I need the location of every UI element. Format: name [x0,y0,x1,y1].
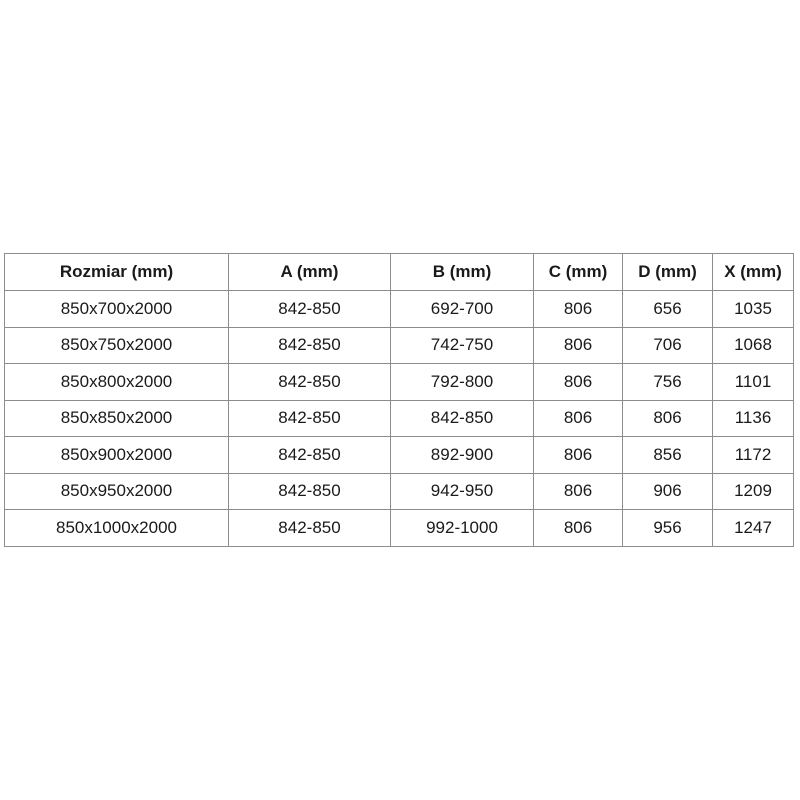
table-cell: 850x700x2000 [5,291,229,328]
table-cell: 850x800x2000 [5,364,229,401]
column-header: A (mm) [229,254,391,291]
table-cell: 942-950 [391,473,534,510]
table-cell: 806 [534,510,623,547]
table-header [5,254,794,291]
table-row [5,437,794,474]
table-cell: 892-900 [391,437,534,474]
table-cell: 842-850 [229,291,391,328]
table-cell: 842-850 [229,364,391,401]
table-cell: 992-1000 [391,510,534,547]
table-row [5,510,794,547]
table-cell: 1209 [713,473,794,510]
table-cell: 742-750 [391,327,534,364]
table-cell: 806 [534,437,623,474]
table-cell: 956 [623,510,713,547]
table-cell: 1101 [713,364,794,401]
table-cell: 1247 [713,510,794,547]
table-cell: 842-850 [229,327,391,364]
table-cell: 842-850 [229,437,391,474]
table-row [5,473,794,510]
table-cell: 806 [534,291,623,328]
table-row [5,400,794,437]
table-cell: 806 [534,400,623,437]
table-cell: 806 [534,473,623,510]
table-cell: 842-850 [229,473,391,510]
table-cell: 850x750x2000 [5,327,229,364]
table-cell: 806 [534,327,623,364]
table-cell: 842-850 [391,400,534,437]
table-cell: 692-700 [391,291,534,328]
table-cell: 850x950x2000 [5,473,229,510]
table-cell: 850x850x2000 [5,400,229,437]
dimensions-table [4,253,794,547]
table-cell: 706 [623,327,713,364]
table-cell: 850x900x2000 [5,437,229,474]
table-cell: 1068 [713,327,794,364]
table-cell: 906 [623,473,713,510]
column-header: X (mm) [713,254,794,291]
table-cell: 792-800 [391,364,534,401]
table-row [5,291,794,328]
table-cell: 656 [623,291,713,328]
table-cell: 1172 [713,437,794,474]
table-cell: 842-850 [229,400,391,437]
table-cell: 1035 [713,291,794,328]
table-cell: 842-850 [229,510,391,547]
column-header: B (mm) [391,254,534,291]
table-row [5,364,794,401]
column-header: Rozmiar (mm) [5,254,229,291]
column-header: C (mm) [534,254,623,291]
table-cell: 756 [623,364,713,401]
table-cell: 856 [623,437,713,474]
table-row [5,327,794,364]
table-cell: 806 [623,400,713,437]
table-header-row [5,254,794,291]
column-header: D (mm) [623,254,713,291]
table-cell: 806 [534,364,623,401]
table-cell: 1136 [713,400,794,437]
table-cell: 850x1000x2000 [5,510,229,547]
table-body [5,291,794,547]
